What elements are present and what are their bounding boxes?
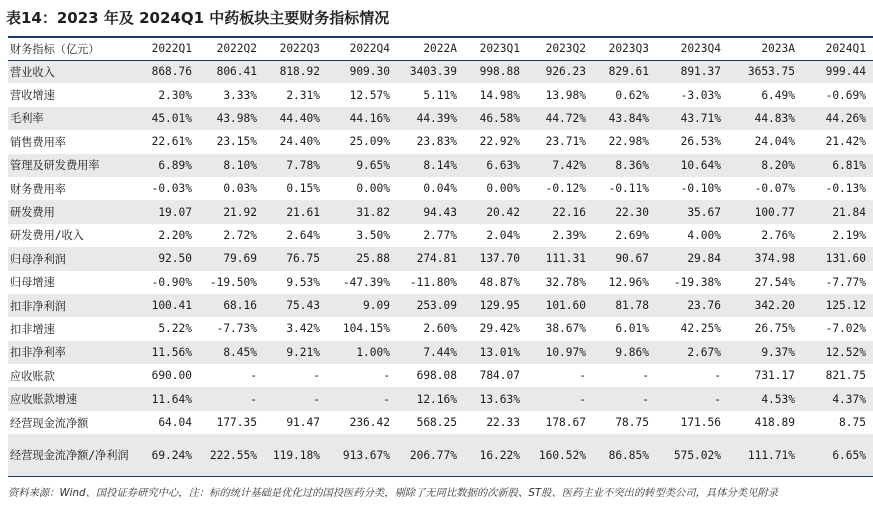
- table-cell: 20.42: [464, 200, 527, 223]
- table-row: [8, 434, 873, 476]
- table-cell: 92.50: [130, 247, 199, 270]
- financial-metrics-table: [8, 36, 873, 477]
- table-cell: 35.67: [656, 200, 728, 223]
- table-cell: 4.37%: [802, 387, 873, 410]
- table-cell: 23.71%: [545, 135, 586, 149]
- table-cell: -0.07%: [754, 182, 795, 196]
- table-cell: 9.53%: [286, 275, 320, 289]
- table-cell: 29.42%: [479, 322, 520, 336]
- table-cell: 8.20%: [728, 154, 802, 177]
- table-cell: -: [250, 369, 257, 383]
- table-cell: 26.75%: [754, 322, 795, 336]
- row-label: 经营现金流净额/净利润: [8, 434, 130, 476]
- table-cell: 2.04%: [486, 228, 520, 242]
- table-cell: -7.02%: [825, 322, 866, 336]
- table-cell: 9.86%: [593, 341, 656, 364]
- table-cell: 2.67%: [656, 341, 728, 364]
- table-cell: 31.82: [327, 200, 397, 223]
- table-cell: 25.09%: [349, 135, 390, 149]
- table-cell: 29.84: [656, 247, 728, 270]
- row-label: 销售费用率: [10, 135, 66, 149]
- table-cell: 2.77%: [423, 228, 457, 242]
- table-cell: 806.41: [199, 60, 264, 83]
- table-cell: 784.07: [479, 369, 520, 383]
- row-label: 管理及研发费用率: [8, 154, 130, 177]
- table-cell: -0.13%: [825, 182, 866, 196]
- table-row: [8, 317, 873, 340]
- table-cell: 44.72%: [527, 107, 593, 130]
- table-cell: 2.69%: [615, 228, 649, 242]
- table-cell: 111.71%: [728, 434, 802, 476]
- table-cell: 2.64%: [286, 228, 320, 242]
- table-cell: -47.39%: [342, 275, 390, 289]
- table-cell: 1.00%: [327, 341, 397, 364]
- table-cell: -: [593, 387, 656, 410]
- table-cell: 10.97%: [527, 341, 593, 364]
- table-cell: 86.85%: [593, 434, 656, 476]
- table-cell: 94.43: [397, 200, 464, 223]
- table-cell: -: [383, 369, 390, 383]
- table-cell: 12.57%: [349, 88, 390, 102]
- table-cell: 21.61: [264, 200, 327, 223]
- table-cell: 11.64%: [130, 387, 199, 410]
- table-cell: 125.12: [802, 294, 873, 317]
- table-cell: 5.22%: [158, 322, 192, 336]
- table-cell: 821.75: [825, 369, 866, 383]
- table-cell: -: [264, 387, 327, 410]
- table-cell: 206.77%: [397, 434, 464, 476]
- table-cell: 79.69: [199, 247, 264, 270]
- table-cell: 818.92: [264, 60, 327, 83]
- table-cell: 24.04%: [754, 135, 795, 149]
- table-cell: 171.56: [680, 416, 721, 430]
- table-cell: 698.08: [416, 369, 457, 383]
- column-header-period: 2022Q2: [199, 37, 264, 60]
- column-header-period: 2024Q1: [802, 37, 873, 60]
- table-cell: 21.84: [802, 200, 873, 223]
- row-label: 研发费用/收入: [10, 229, 84, 243]
- table-cell: 8.10%: [199, 154, 264, 177]
- table-body: [8, 60, 873, 476]
- table-cell: 19.07: [130, 200, 199, 223]
- table-cell: 42.25%: [680, 322, 721, 336]
- table-cell: 236.42: [349, 416, 390, 430]
- table-cell: 0.00%: [356, 182, 390, 196]
- table-cell: 6.81%: [802, 154, 873, 177]
- table-cell: 418.89: [754, 416, 795, 430]
- header-row: [8, 37, 873, 60]
- table-cell: 24.40%: [279, 135, 320, 149]
- table-cell: 4.53%: [728, 387, 802, 410]
- table-cell: -: [656, 387, 728, 410]
- column-header-period: 2022Q4: [327, 37, 397, 60]
- table-cell: 69.24%: [130, 434, 199, 476]
- table-cell: -7.73%: [216, 322, 257, 336]
- table-row: [8, 247, 873, 270]
- table-cell: 13.01%: [464, 341, 527, 364]
- table-cell: -: [579, 369, 586, 383]
- table-cell: 274.81: [397, 247, 464, 270]
- table-cell: 32.78%: [545, 275, 586, 289]
- table-row: [8, 411, 873, 434]
- source-note: 资料来源：Wind、国投证券研究中心，注：标的统计基础是优化过的国投医药分类，剔除了无同比数据的次新股、ST股、医药主业不突出的转型类公司，具体分类见附录: [8, 487, 779, 499]
- table-cell: 3.50%: [356, 228, 390, 242]
- column-header-period: 2023A: [728, 37, 802, 60]
- table-row: [8, 60, 873, 83]
- table-cell: 90.67: [593, 247, 656, 270]
- table-cell: 45.01%: [130, 107, 199, 130]
- table-cell: 0.00%: [486, 182, 520, 196]
- table-cell: 38.67%: [545, 322, 586, 336]
- table-cell: 16.22%: [464, 434, 527, 476]
- table-cell: 6.65%: [802, 434, 873, 476]
- table-cell: -0.12%: [545, 182, 586, 196]
- table-cell: 2.72%: [223, 228, 257, 242]
- table-cell: 23.76: [656, 294, 728, 317]
- table-cell: 22.33: [486, 416, 520, 430]
- table-cell: 999.44: [802, 60, 873, 83]
- table-row: [8, 224, 873, 247]
- table-cell: -11.80%: [409, 275, 457, 289]
- table-cell: 222.55%: [199, 434, 264, 476]
- table-cell: 44.39%: [397, 107, 464, 130]
- table-cell: 22.30: [593, 200, 656, 223]
- table-cell: 8.36%: [593, 154, 656, 177]
- table-cell: 253.09: [397, 294, 464, 317]
- table-cell: 9.09: [327, 294, 397, 317]
- table-cell: 3.42%: [286, 322, 320, 336]
- row-label: 扣非净利率: [8, 341, 130, 364]
- table-cell: -0.69%: [825, 88, 866, 102]
- table-cell: 731.17: [754, 369, 795, 383]
- table-cell: 2.19%: [832, 228, 866, 242]
- row-label: 营收增速: [10, 89, 55, 103]
- table-row: [8, 364, 873, 387]
- table-row: [8, 341, 873, 364]
- table-cell: 129.95: [464, 294, 527, 317]
- table-row: [8, 200, 873, 223]
- table-row: [8, 294, 873, 317]
- table-cell: 44.16%: [327, 107, 397, 130]
- row-label: 研发费用: [8, 200, 130, 223]
- table-cell: -: [714, 369, 721, 383]
- table-cell: 21.92: [199, 200, 264, 223]
- table-row: [8, 177, 873, 200]
- table-cell: 342.20: [728, 294, 802, 317]
- row-label: 营业收入: [8, 60, 130, 83]
- table-cell: 3653.75: [728, 60, 802, 83]
- table-row: [8, 130, 873, 153]
- table-cell: 23.83%: [416, 135, 457, 149]
- table-cell: 12.52%: [802, 341, 873, 364]
- table-cell: 22.16: [527, 200, 593, 223]
- table-row: [8, 387, 873, 410]
- table-cell: 13.98%: [545, 88, 586, 102]
- column-header-metric: 财务指标（亿元）: [8, 37, 130, 60]
- table-cell: 3.33%: [223, 88, 257, 102]
- table-cell: -: [313, 369, 320, 383]
- row-label: 扣非净利润: [8, 294, 130, 317]
- table-row: [8, 83, 873, 106]
- table-row: [8, 154, 873, 177]
- table-cell: 913.67%: [327, 434, 397, 476]
- table-cell: 0.04%: [423, 182, 457, 196]
- table-cell: 6.63%: [464, 154, 527, 177]
- table-cell: -: [527, 387, 593, 410]
- column-header-period: 2023Q3: [593, 37, 656, 60]
- table-cell: 48.87%: [479, 275, 520, 289]
- table-cell: 2.20%: [158, 228, 192, 242]
- table-row: [8, 107, 873, 130]
- table-cell: 3403.39: [397, 60, 464, 83]
- row-label: 应收账款: [10, 369, 55, 383]
- table-cell: -0.11%: [608, 182, 649, 196]
- column-header-period: 2022A: [397, 37, 464, 60]
- table-cell: 68.16: [199, 294, 264, 317]
- table-cell: 160.52%: [527, 434, 593, 476]
- table-cell: -19.50%: [209, 275, 257, 289]
- table-cell: 23.15%: [216, 135, 257, 149]
- table-cell: 21.42%: [825, 135, 866, 149]
- table-cell: 43.84%: [593, 107, 656, 130]
- table-cell: 8.45%: [199, 341, 264, 364]
- table-cell: 111.31: [527, 247, 593, 270]
- table-cell: -0.03%: [151, 182, 192, 196]
- table-cell: -: [642, 369, 649, 383]
- row-label: 经营现金流净额: [10, 416, 89, 430]
- table-cell: 46.58%: [464, 107, 527, 130]
- table-cell: 926.23: [527, 60, 593, 83]
- table-cell: 909.30: [327, 60, 397, 83]
- table-cell: 44.83%: [728, 107, 802, 130]
- table-cell: 7.78%: [264, 154, 327, 177]
- row-label: 财务费用率: [10, 182, 66, 196]
- table-cell: 22.98%: [608, 135, 649, 149]
- column-header-period: 2023Q1: [464, 37, 527, 60]
- table-cell: -: [327, 387, 397, 410]
- table-cell: -7.77%: [825, 275, 866, 289]
- table-cell: 43.98%: [199, 107, 264, 130]
- table-cell: 44.40%: [264, 107, 327, 130]
- table-cell: 22.61%: [151, 135, 192, 149]
- column-header-period: 2023Q4: [656, 37, 728, 60]
- table-cell: 64.04: [158, 416, 192, 430]
- table-cell: 690.00: [151, 369, 192, 383]
- column-header-period: 2022Q3: [264, 37, 327, 60]
- table-cell: 6.01%: [615, 322, 649, 336]
- table-cell: 868.76: [130, 60, 199, 83]
- table-cell: 131.60: [802, 247, 873, 270]
- row-label: 扣非增速: [10, 322, 55, 336]
- table-cell: -: [199, 387, 264, 410]
- table-cell: 9.65%: [327, 154, 397, 177]
- table-cell: -0.90%: [151, 275, 192, 289]
- table-cell: 6.89%: [130, 154, 199, 177]
- table-cell: 104.15%: [342, 322, 390, 336]
- table-cell: 8.75: [839, 416, 866, 430]
- table-cell: 568.25: [416, 416, 457, 430]
- table-cell: 13.63%: [464, 387, 527, 410]
- table-cell: 137.70: [464, 247, 527, 270]
- table-cell: 998.88: [464, 60, 527, 83]
- table-cell: 9.37%: [728, 341, 802, 364]
- table-cell: 575.02%: [656, 434, 728, 476]
- table-cell: 5.11%: [423, 88, 457, 102]
- table-cell: 10.64%: [656, 154, 728, 177]
- table-cell: 2.31%: [286, 88, 320, 102]
- table-cell: 78.75: [615, 416, 649, 430]
- table-cell: 891.37: [656, 60, 728, 83]
- row-label: 归母增速: [10, 276, 55, 290]
- table-title: 表14：2023 年及 2024Q1 中药板块主要财务指标情况: [6, 9, 390, 27]
- table-cell: 75.43: [264, 294, 327, 317]
- table-cell: 26.53%: [680, 135, 721, 149]
- table-cell: 12.16%: [397, 387, 464, 410]
- table-cell: 374.98: [728, 247, 802, 270]
- table-cell: 9.21%: [264, 341, 327, 364]
- table-cell: 100.41: [130, 294, 199, 317]
- table-cell: 22.92%: [479, 135, 520, 149]
- table-cell: 44.26%: [802, 107, 873, 130]
- column-header-period: 2023Q2: [527, 37, 593, 60]
- table-cell: 100.77: [728, 200, 802, 223]
- table-cell: 76.75: [264, 247, 327, 270]
- table-cell: 4.00%: [687, 228, 721, 242]
- table-row: [8, 271, 873, 294]
- table-cell: 14.98%: [479, 88, 520, 102]
- table-cell: 178.67: [545, 416, 586, 430]
- table-cell: -3.03%: [680, 88, 721, 102]
- column-header-period: 2022Q1: [130, 37, 199, 60]
- row-label: 归母净利润: [8, 247, 130, 270]
- table-cell: -0.10%: [680, 182, 721, 196]
- table-cell: 0.62%: [615, 88, 649, 102]
- table-cell: 7.42%: [527, 154, 593, 177]
- table-cell: 119.18%: [264, 434, 327, 476]
- table-cell: 11.56%: [130, 341, 199, 364]
- table-cell: 91.47: [286, 416, 320, 430]
- table-cell: 6.49%: [761, 88, 795, 102]
- table-cell: 81.78: [593, 294, 656, 317]
- table-cell: 0.15%: [286, 182, 320, 196]
- table-cell: 2.60%: [423, 322, 457, 336]
- table-cell: 829.61: [593, 60, 656, 83]
- table-cell: 25.88: [327, 247, 397, 270]
- table-cell: 12.96%: [608, 275, 649, 289]
- table-cell: 27.54%: [754, 275, 795, 289]
- table-cell: 2.39%: [552, 228, 586, 242]
- table-cell: 101.60: [527, 294, 593, 317]
- table-cell: 8.14%: [397, 154, 464, 177]
- table-cell: 43.71%: [656, 107, 728, 130]
- table-cell: 0.03%: [223, 182, 257, 196]
- table-cell: 7.44%: [397, 341, 464, 364]
- table-cell: 177.35: [216, 416, 257, 430]
- row-label: 应收账款增速: [8, 387, 130, 410]
- table-cell: 2.76%: [761, 228, 795, 242]
- row-label: 毛利率: [8, 107, 130, 130]
- table-cell: -19.38%: [673, 275, 721, 289]
- table-cell: 2.30%: [158, 88, 192, 102]
